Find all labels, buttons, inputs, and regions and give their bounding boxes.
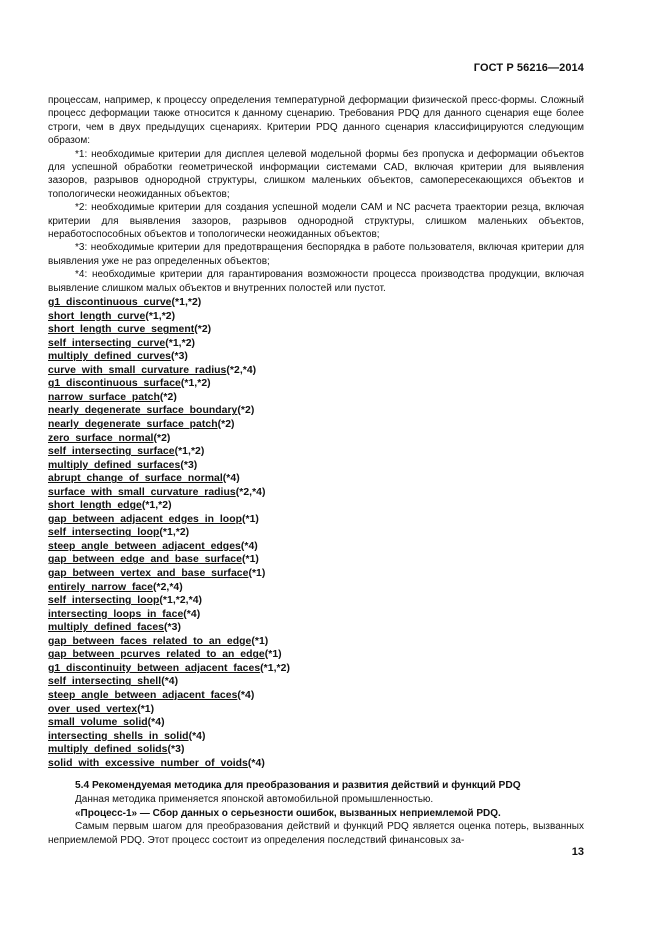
criteria-tags: (*4) — [183, 608, 201, 620]
criteria-item — [48, 486, 584, 500]
criteria-item — [48, 364, 584, 378]
section-title: 5.4 Рекомендуемая методика для преобразования и развития действий и функций PDQ — [75, 780, 521, 792]
section-5-4 — [48, 779, 584, 847]
criteria-tags: (*1,*2) — [141, 500, 172, 512]
criteria-name: small_volume_solid — [48, 717, 148, 729]
criteria-name: gap_between_edge_and_base_surface — [48, 554, 242, 566]
criteria-item — [48, 662, 584, 676]
criteria-name: over_used_vertex — [48, 703, 138, 715]
criteria-name: g1_discontinuous_curve — [48, 297, 172, 309]
criteria-tags: (*2,*4) — [152, 581, 183, 593]
criteria-name: curve_with_small_curvature_radius — [48, 364, 227, 376]
criteria-name: short_length_edge — [48, 500, 142, 512]
criteria-item — [48, 621, 584, 635]
criteria-item — [48, 513, 584, 527]
criteria-item — [48, 716, 584, 730]
paragraph-criteria-1: *1: необходимые критерии для дисплея целевой модельной формы без пропуска и деформации объектов для успешной обработки геометрической информации системами CAD, включая критерии для выявления зазоров, разрывов однородной структуры, слишком маленьких объектов, самопересекающихся объектов и топологически неожиданных объектов; — [48, 148, 584, 200]
criteria-name: nearly_degenerate_surface_boundary — [48, 405, 238, 417]
criteria-item — [48, 418, 584, 432]
criteria-item — [48, 567, 584, 581]
criteria-name: self_intersecting_loop — [48, 527, 160, 539]
criteria-tags: (*1,*2) — [180, 378, 211, 390]
criteria-item — [48, 472, 584, 486]
paragraph-criteria-2: *2: необходимые критерии для создания успешной модели CAM и NC расчета траектории резца, включая критерии для выявления зазоров, разрывов однородной структуры, слишком маленьких объектов, неработоспособных объектов и топологически неожиданных объектов; — [48, 202, 584, 241]
criteria-tags: (*1) — [251, 635, 269, 647]
criteria-item — [48, 675, 584, 689]
criteria-tags: (*1) — [137, 703, 155, 715]
paragraph-criteria-3: *3: необходимые критерии для предотвращения беспорядка в работе пользователя, включая критерии для выявления уже не раз определенных объектов; — [48, 242, 584, 267]
criteria-name: entirely_narrow_face — [48, 581, 153, 593]
criteria-name: steep_angle_between_adjacent_edges — [48, 540, 241, 552]
criteria-tags: (*1,*2) — [171, 297, 202, 309]
criteria-name: short_length_curve — [48, 310, 146, 322]
criteria-item — [48, 540, 584, 554]
criteria-item — [48, 296, 584, 310]
criteria-name: solid_with_excessive_number_of_voids — [48, 757, 248, 769]
criteria-tags: (*1) — [248, 568, 266, 580]
criteria-item — [48, 404, 584, 418]
criteria-tags: (*3) — [164, 622, 181, 634]
criteria-tags: (*3) — [180, 459, 198, 471]
criteria-name: steep_angle_between_adjacent_faces — [48, 689, 238, 701]
criteria-item — [48, 635, 584, 649]
criteria-item — [48, 594, 584, 608]
criteria-name: short_length_curve_segment — [48, 324, 195, 336]
criteria-tags: (*1,*2) — [165, 337, 196, 349]
criteria-name: multiply_defined_surfaces — [48, 459, 181, 471]
criteria-item — [48, 526, 584, 540]
criteria-tags: (*1) — [242, 513, 259, 525]
criteria-name: abrupt_change_of_surface_normal — [48, 473, 223, 485]
criteria-tags: (*2) — [217, 419, 235, 431]
criteria-name: intersecting_shells_in_solid — [48, 730, 189, 742]
process-title: «Процесс-1» — Сбор данных о серьезности ошибок, вызванных неприемлемой PDQ. — [75, 807, 501, 819]
criteria-tags: (*4) — [161, 676, 179, 688]
criteria-name: g1_discontinuous_surface — [48, 378, 181, 390]
criteria-tags: (*1) — [264, 649, 282, 661]
criteria-name: gap_between_pcurves_related_to_an_edge — [48, 649, 265, 661]
criteria-item — [48, 608, 584, 622]
criteria-tags: (*1,*2) — [174, 446, 205, 458]
criteria-item — [48, 757, 584, 771]
document-header — [48, 62, 584, 74]
criteria-tags: (*4) — [147, 717, 165, 729]
criteria-item — [48, 743, 584, 757]
page-content — [48, 94, 584, 848]
criteria-name: self_intersecting_shell — [48, 676, 162, 688]
criteria-tags: (*3) — [167, 744, 185, 756]
criteria-item — [48, 459, 584, 473]
criteria-tags: (*4) — [247, 757, 265, 769]
criteria-tags: (*2,*4) — [235, 486, 266, 498]
criteria-name: surface_with_small_curvature_radius — [48, 486, 236, 498]
paragraph-criteria-4: *4: необходимые критерии для гарантирования возможности процесса производства продукции, включая выявление слишком малых объектов и внутренних полостей или пустот. — [48, 269, 584, 294]
criteria-item — [48, 377, 584, 391]
criteria-name: self_intersecting_curve — [48, 337, 166, 349]
criteria-name: self_intersecting_surface — [48, 446, 175, 458]
criteria-tags: (*2) — [194, 324, 212, 336]
criteria-name: multiply_defined_solids — [48, 744, 168, 756]
criteria-item — [48, 391, 584, 405]
criteria-tags: (*3) — [171, 351, 188, 363]
criteria-name: narrow_surface_patch — [48, 391, 160, 403]
paragraph-intro: процессам, например, к процессу определения температурной деформации физической пресс-формы. Сложный процесс деформации также относится к данному сценарию. Требования PDQ для данного сценария еще более строги, чем в двух предыдущих сценариях. Критерии PDQ данного сценария классифицируются следующим образом: — [48, 95, 584, 147]
criteria-tags: (*4) — [240, 540, 258, 552]
criteria-tags: (*2) — [159, 391, 177, 403]
criteria-name: g1_discontinuity_between_adjacent_faces — [48, 662, 261, 674]
criteria-item — [48, 445, 584, 459]
criteria-item — [48, 730, 584, 744]
criteria-item — [48, 689, 584, 703]
criteria-name: nearly_degenerate_surface_patch — [48, 419, 218, 431]
criteria-item — [48, 581, 584, 595]
criteria-name: gap_between_vertex_and_base_surface — [48, 568, 249, 580]
criteria-item — [48, 499, 584, 513]
criteria-name: intersecting_loops_in_face — [48, 608, 184, 620]
criteria-name: gap_between_faces_related_to_an_edge — [48, 635, 252, 647]
section-body: Самым первым шагом для преобразования действий и функций PDQ является оценка потерь, вызванных неприемлемой PDQ. Этот процесс состоит из определения последствий финансовых за- — [48, 821, 584, 847]
criteria-name: multiply_defined_faces — [48, 622, 165, 634]
section-intro: Данная методика применяется японской автомобильной промышленностью. — [75, 794, 434, 806]
criteria-item — [48, 648, 584, 662]
criteria-tags: (*2) — [153, 432, 171, 444]
criteria-item — [48, 323, 584, 337]
criteria-name: self_intersecting_loop — [48, 595, 160, 607]
criteria-tags: (*4) — [188, 730, 206, 742]
criteria-item — [48, 432, 584, 446]
criteria-name: zero_surface_normal — [48, 432, 154, 444]
criteria-item — [48, 310, 584, 324]
criteria-tags: (*2,*4) — [226, 364, 257, 376]
criteria-list — [48, 296, 584, 770]
criteria-tags: (*1,*2) — [145, 310, 176, 322]
criteria-item — [48, 703, 584, 717]
criteria-tags: (*4) — [222, 473, 240, 485]
criteria-tags: (*1,*2) — [260, 662, 290, 674]
criteria-item — [48, 350, 584, 364]
criteria-tags: (*4) — [237, 689, 255, 701]
criteria-tags: (*2) — [237, 405, 255, 417]
criteria-item — [48, 337, 584, 351]
criteria-tags: (*1,*2,*4) — [159, 595, 203, 607]
criteria-item — [48, 553, 584, 567]
criteria-name: gap_between_adjacent_edges_in_loop — [48, 513, 242, 525]
page-number: 13 — [571, 846, 584, 858]
criteria-name: multiply_defined_curves — [48, 351, 171, 363]
standard-number: ГОСТ Р 56216—2014 — [473, 62, 584, 74]
criteria-tags: (*1,*2) — [159, 527, 190, 539]
criteria-tags: (*1) — [241, 554, 259, 566]
